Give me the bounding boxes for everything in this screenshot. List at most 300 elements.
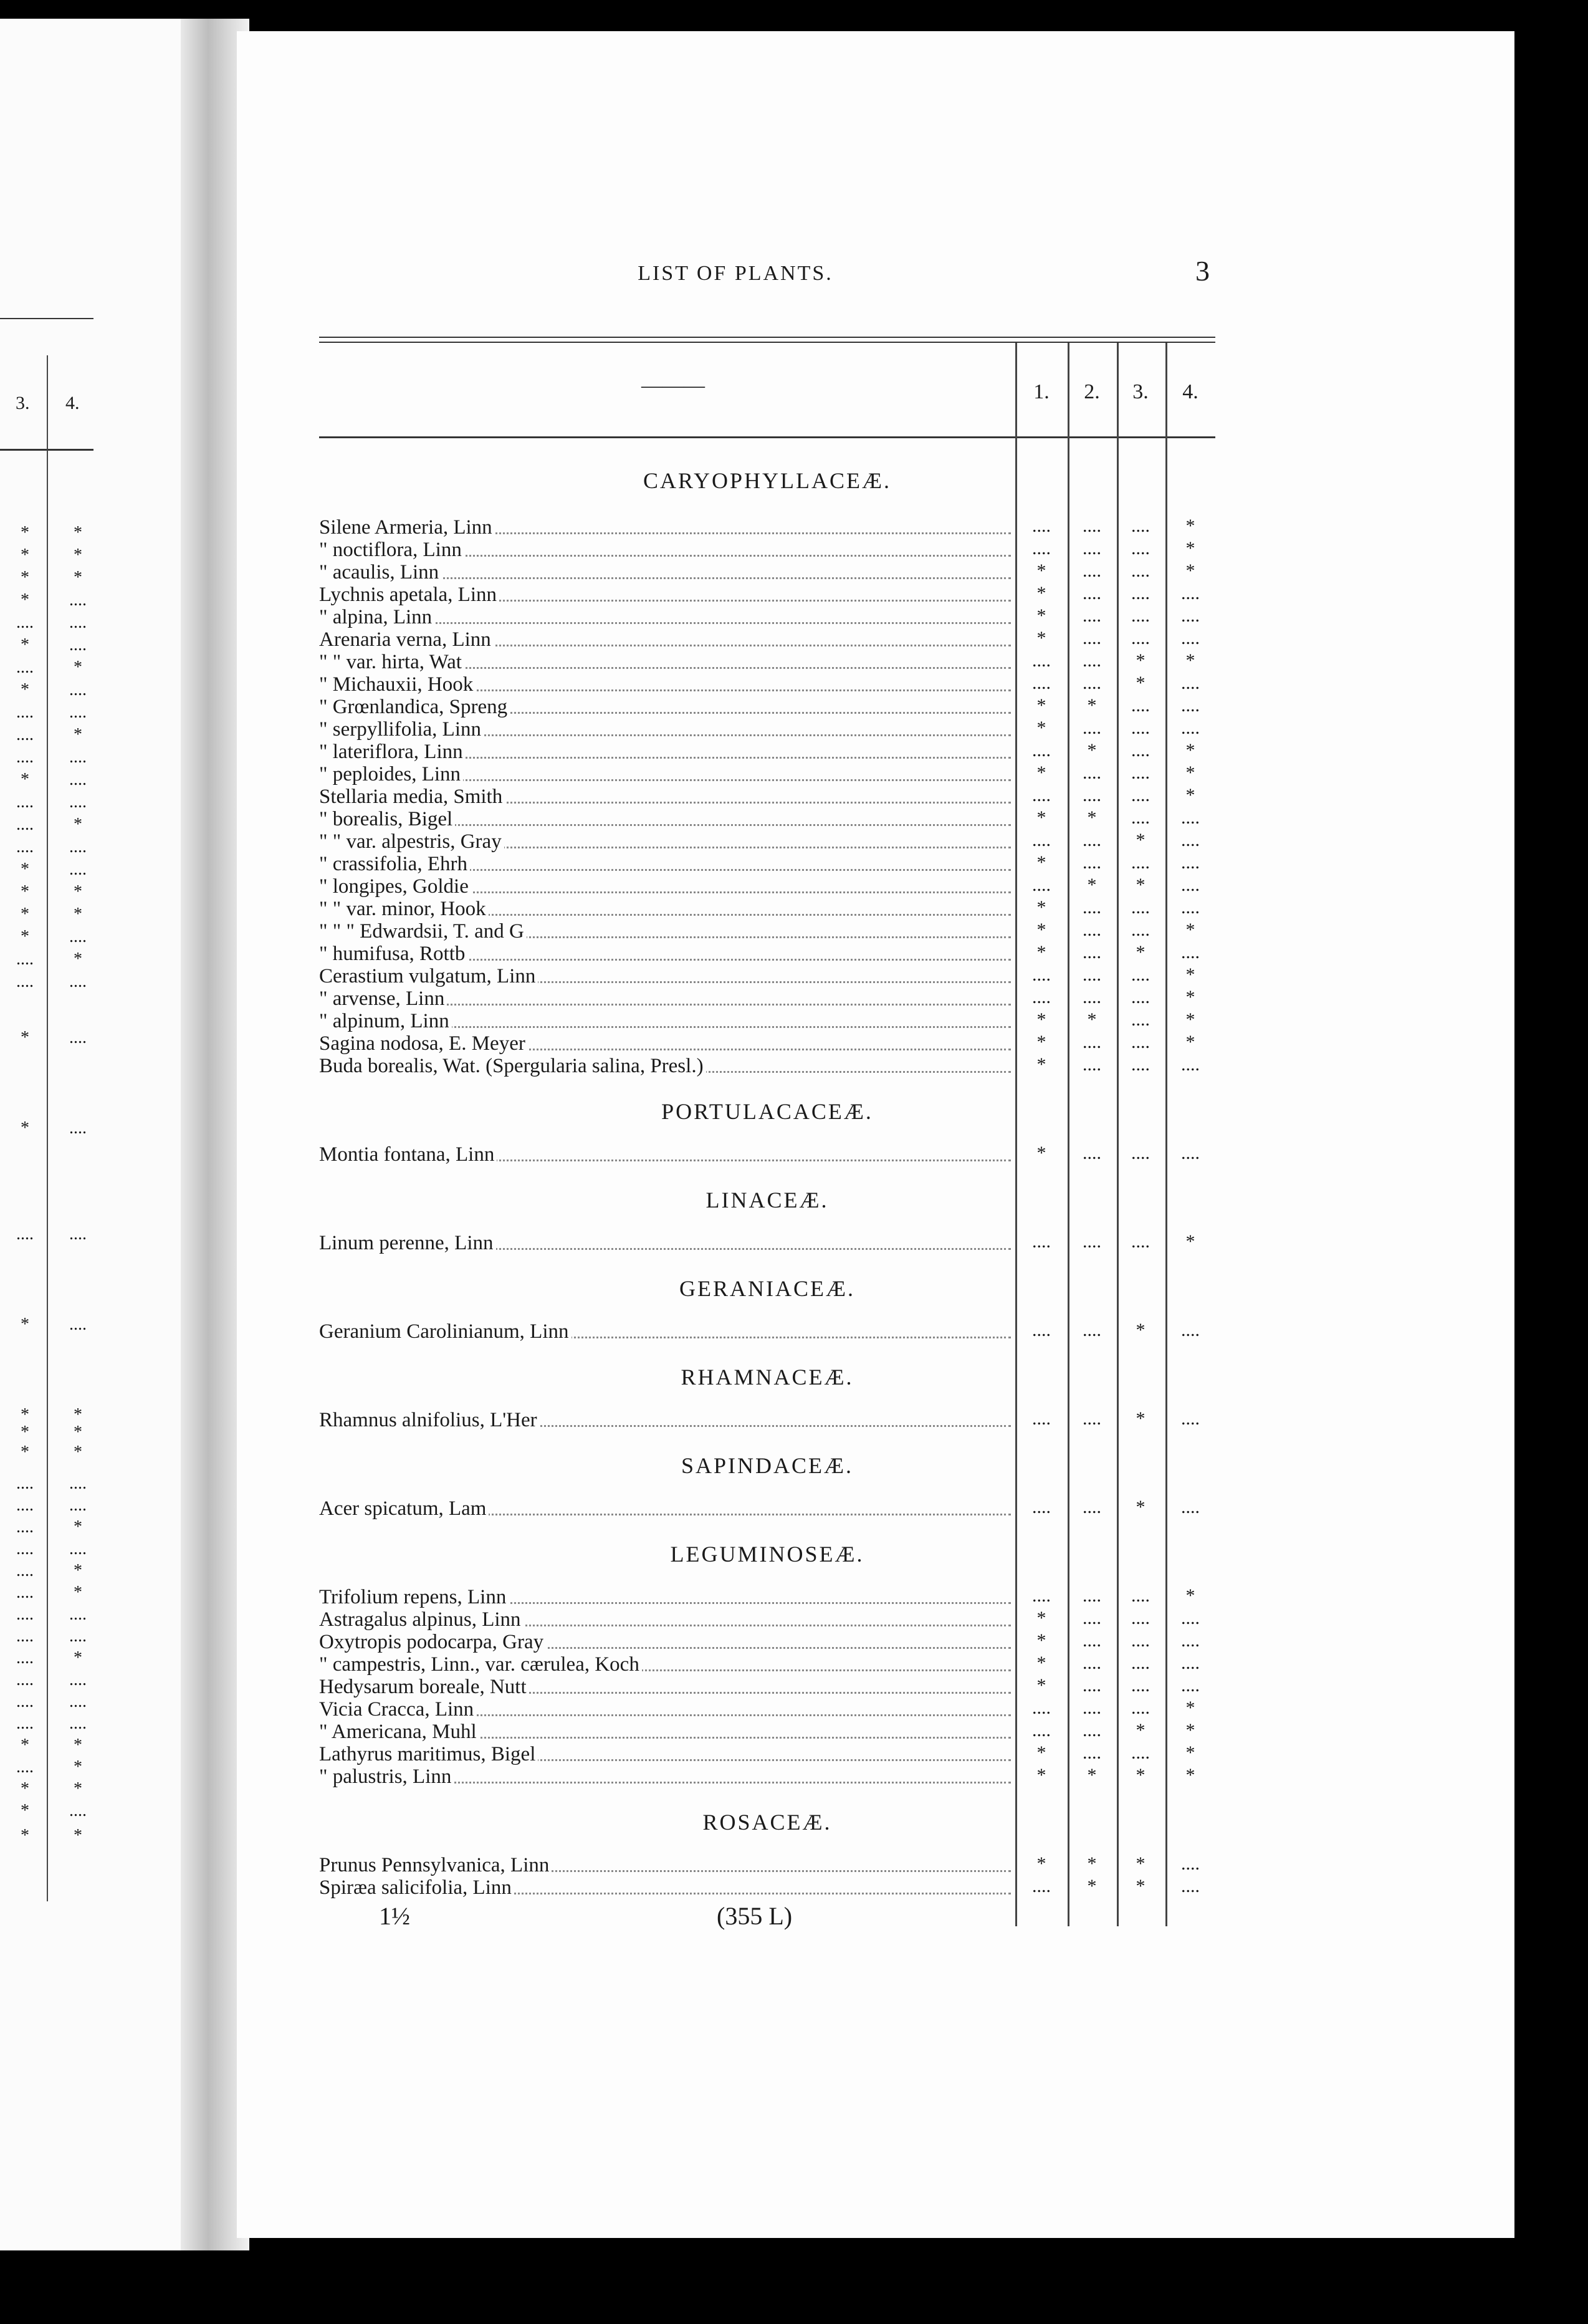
column-1-mark: *	[1036, 718, 1046, 738]
facing-column-4-mark: *	[74, 1583, 82, 1602]
facing-row	[0, 658, 100, 680]
species-name: Stellaria media, Smith	[319, 785, 505, 808]
column-2-mark: ....	[1083, 1143, 1101, 1163]
column-2-mark: ....	[1083, 942, 1101, 963]
column-1-mark: *	[1036, 1009, 1046, 1030]
column-2-mark: ....	[1083, 673, 1101, 693]
column-1-mark: ....	[1032, 1876, 1051, 1896]
column-3-mark: ....	[1131, 718, 1150, 738]
family-heading: LEGUMINOSEÆ.	[670, 1542, 864, 1567]
species-name: " borealis, Bigel	[319, 808, 455, 830]
column-4-mark: *	[1185, 650, 1195, 671]
column-4-mark: *	[1185, 560, 1195, 581]
column-1-mark: ....	[1032, 1697, 1051, 1718]
column-4-mark: *	[1185, 1231, 1195, 1252]
column-4-mark: ....	[1181, 897, 1200, 918]
facing-row	[0, 1826, 100, 1848]
facing-column-4-mark: *	[74, 905, 82, 924]
facing-column-3-mark: *	[21, 1801, 29, 1820]
species-row	[319, 898, 1215, 920]
facing-row	[0, 635, 100, 658]
facing-column-3-mark: ....	[16, 815, 34, 834]
column-1-mark: *	[1036, 1054, 1046, 1075]
species-row	[319, 1721, 1215, 1743]
facing-column-3-mark: ....	[16, 1517, 34, 1537]
facing-column-4-mark: ....	[69, 635, 87, 655]
column-3-mark: ....	[1131, 1742, 1150, 1763]
facing-column-4-mark: *	[74, 725, 82, 744]
column-3-mark: ....	[1131, 1608, 1150, 1628]
column-1-mark: *	[1036, 1653, 1046, 1673]
column-3-mark: ....	[1131, 583, 1150, 603]
page-number: 3	[1195, 255, 1210, 287]
species-name: " serpyllifolia, Linn	[319, 718, 484, 741]
column-3-mark: ....	[1131, 695, 1150, 716]
facing-column-3-mark: ....	[16, 1714, 34, 1733]
facing-column-3-mark: *	[21, 905, 29, 924]
column-4-mark: ....	[1181, 807, 1200, 828]
column-2-mark: ....	[1083, 785, 1101, 805]
facing-column-3-mark: *	[21, 770, 29, 789]
species-row	[319, 1409, 1215, 1431]
facing-row	[0, 1583, 100, 1605]
species-row	[319, 1653, 1215, 1676]
species-name: " alpinum, Linn	[319, 1010, 452, 1032]
column-4-mark: ....	[1181, 718, 1200, 738]
facing-row	[0, 1315, 100, 1337]
facing-page	[0, 19, 193, 2250]
column-1-mark: ....	[1032, 740, 1051, 761]
family-heading: GERANIACEÆ.	[679, 1276, 855, 1301]
column-4-mark: ....	[1181, 1408, 1200, 1429]
facing-row	[0, 1801, 100, 1823]
column-2-mark: ....	[1083, 628, 1101, 648]
facing-column-3-mark: ....	[16, 1670, 34, 1689]
facing-row	[0, 1474, 100, 1496]
column-1-mark: *	[1036, 1032, 1046, 1052]
column-head-4: 4.	[1182, 380, 1198, 403]
column-3-mark: ....	[1131, 987, 1150, 1007]
page	[237, 31, 1514, 2238]
column-4-mark: *	[1185, 1032, 1195, 1052]
facing-column-3-mark: ....	[16, 949, 34, 969]
column-3-mark: *	[1136, 942, 1146, 963]
facing-column-4-mark: ....	[69, 1224, 87, 1244]
column-4-mark: *	[1185, 740, 1195, 761]
column-2-mark: ....	[1083, 1742, 1101, 1763]
species-name: " lateriflora, Linn	[319, 741, 466, 763]
column-2-mark: ....	[1083, 1231, 1101, 1252]
column-3-mark: ....	[1131, 807, 1150, 828]
facing-column-4-mark: ....	[69, 860, 87, 879]
species-name: " alpina, Linn	[319, 606, 434, 628]
facing-row	[0, 770, 100, 792]
species-row	[319, 987, 1215, 1010]
facing-row	[0, 1496, 100, 1518]
column-1-mark: *	[1036, 1143, 1046, 1163]
column-1-mark: ....	[1032, 830, 1051, 850]
family-heading: SAPINDACEÆ.	[681, 1453, 854, 1478]
family-heading: CARYOPHYLLACEÆ.	[643, 468, 892, 493]
facing-column-3-mark: *	[21, 1423, 29, 1442]
column-2-mark: ....	[1083, 583, 1101, 603]
facing-col-head-4: 4.	[65, 393, 80, 413]
species-row	[319, 1232, 1215, 1254]
column-4-mark: ....	[1181, 628, 1200, 648]
column-3-mark: *	[1136, 875, 1146, 895]
species-row	[319, 539, 1215, 561]
facing-column-4-mark: *	[74, 545, 82, 565]
column-1-mark: ....	[1032, 1585, 1051, 1606]
column-2-mark: ....	[1083, 650, 1101, 671]
column-4-mark: *	[1185, 762, 1195, 783]
species-name: " humifusa, Rottb	[319, 943, 467, 965]
facing-row	[0, 568, 100, 590]
column-1-mark: ....	[1032, 516, 1051, 536]
facing-row	[0, 1757, 100, 1780]
facing-column-4-mark: *	[74, 1561, 82, 1580]
column-3-mark: ....	[1131, 560, 1150, 581]
facing-column-4-mark: ....	[69, 1714, 87, 1733]
species-row	[319, 1497, 1215, 1520]
facing-column-4-mark: ....	[69, 590, 87, 610]
facing-column-3-mark: ....	[16, 1757, 34, 1777]
column-1-mark: ....	[1032, 875, 1051, 895]
species-row	[319, 763, 1215, 785]
species-row	[319, 1676, 1215, 1698]
facing-column-3-mark: *	[21, 1118, 29, 1138]
facing-column-4-mark: ....	[69, 1315, 87, 1334]
facing-column-3-mark: *	[21, 860, 29, 879]
species-name: " palustris, Linn	[319, 1765, 454, 1788]
facing-row	[0, 905, 100, 927]
facing-column-3-mark: ....	[16, 837, 34, 857]
facing-row	[0, 1539, 100, 1562]
species-row	[319, 651, 1215, 673]
facing-column-4-mark: ....	[69, 837, 87, 857]
column-2-mark: ....	[1083, 1497, 1101, 1517]
facing-row	[0, 882, 100, 905]
column-3-mark: ....	[1131, 897, 1150, 918]
species-name: " " var. minor, Hook	[319, 898, 489, 920]
column-2-mark: ....	[1083, 964, 1101, 985]
column-2-mark: ....	[1083, 1697, 1101, 1718]
column-head-2: 2.	[1084, 380, 1100, 403]
column-2-mark: ....	[1083, 762, 1101, 783]
species-row	[319, 808, 1215, 830]
species-name: Cerastium vulgatum, Linn	[319, 965, 538, 987]
facing-column-4-mark: *	[74, 1779, 82, 1798]
species-name: " peploides, Linn	[319, 763, 463, 785]
facing-row	[0, 837, 100, 860]
running-header: LIST OF PLANTS.	[638, 262, 833, 285]
column-1-mark: ....	[1032, 538, 1051, 559]
species-name: Vicia Cracca, Linn	[319, 1698, 476, 1721]
facing-column-3-mark: ....	[16, 972, 34, 991]
facing-row	[0, 1517, 100, 1540]
facing-column-3-mark: ....	[16, 1561, 34, 1580]
column-4-mark: ....	[1181, 1876, 1200, 1896]
species-row	[319, 1143, 1215, 1166]
column-2-mark: *	[1087, 1765, 1097, 1785]
facing-column-4-mark: ....	[69, 1539, 87, 1558]
column-3-mark: ....	[1131, 538, 1150, 559]
facing-row	[0, 972, 100, 994]
column-3-mark: ....	[1131, 1054, 1150, 1075]
facing-row	[0, 792, 100, 815]
facing-row	[0, 613, 100, 635]
column-4-mark: *	[1185, 1720, 1195, 1741]
facing-column-3-mark: *	[21, 1028, 29, 1047]
facing-column-3-mark: ....	[16, 1224, 34, 1244]
facing-row	[0, 1692, 100, 1714]
column-1-mark: *	[1036, 1630, 1046, 1651]
facing-column-4-mark: *	[74, 1736, 82, 1755]
column-3-mark: ....	[1131, 1231, 1150, 1252]
facing-column-3-mark: ....	[16, 1626, 34, 1646]
species-name: Astragalus alpinus, Linn	[319, 1608, 524, 1631]
species-name: " " " Edwardsii, T. and G	[319, 920, 527, 943]
column-3-mark: ....	[1131, 762, 1150, 783]
column-1-mark: ....	[1032, 785, 1051, 805]
column-4-mark: *	[1185, 1697, 1195, 1718]
species-name: " Grœnlandica, Spreng	[319, 696, 510, 718]
facing-row	[0, 860, 100, 882]
column-4-mark: ....	[1181, 1675, 1200, 1696]
facing-column-3-mark: *	[21, 590, 29, 610]
facing-row	[0, 545, 100, 568]
column-2-mark: ....	[1083, 830, 1101, 850]
column-4-mark: *	[1185, 987, 1195, 1007]
species-name: Acer spicatum, Lam	[319, 1497, 489, 1520]
facing-column-4-mark: ....	[69, 972, 87, 991]
species-row	[319, 1765, 1215, 1788]
column-4-mark: ....	[1181, 1653, 1200, 1673]
facing-column-4-mark: *	[74, 568, 82, 587]
species-name: Lychnis apetala, Linn	[319, 583, 499, 606]
column-3-mark: *	[1136, 673, 1146, 693]
facing-row	[0, 927, 100, 949]
species-row	[319, 1743, 1215, 1765]
facing-row	[0, 747, 100, 770]
species-row	[319, 785, 1215, 808]
column-1-mark: *	[1036, 1742, 1046, 1763]
facing-column-3-mark: *	[21, 545, 29, 565]
column-4-mark: *	[1185, 1585, 1195, 1606]
species-row	[319, 1055, 1215, 1077]
facing-row	[0, 1779, 100, 1802]
species-row	[319, 516, 1215, 539]
facing-column-3-mark: *	[21, 1315, 29, 1334]
column-4-mark: *	[1185, 516, 1195, 536]
column-3-mark: ....	[1131, 1032, 1150, 1052]
column-2-mark: *	[1087, 875, 1097, 895]
species-row	[319, 1854, 1215, 1876]
column-3-mark: *	[1136, 1320, 1146, 1340]
facing-row	[0, 1561, 100, 1583]
species-name: " crassifolia, Ehrh	[319, 853, 470, 875]
column-2-mark: ....	[1083, 1585, 1101, 1606]
column-2-mark: ....	[1083, 1675, 1101, 1696]
column-3-mark: *	[1136, 1497, 1146, 1517]
facing-row	[0, 1443, 100, 1465]
facing-column-4-mark: ....	[69, 1670, 87, 1689]
column-3-mark: *	[1136, 650, 1146, 671]
column-4-mark: ....	[1181, 1497, 1200, 1517]
column-3-mark: ....	[1131, 1697, 1150, 1718]
species-name: " " var. alpestris, Gray	[319, 830, 504, 853]
column-4-mark: ....	[1181, 1630, 1200, 1651]
column-1-mark: *	[1036, 1608, 1046, 1628]
species-name: Trifolium repens, Linn	[319, 1586, 509, 1608]
facing-column-4-mark: *	[74, 658, 82, 677]
print-code: (355 L)	[717, 1902, 793, 1930]
facing-column-4-mark: ....	[69, 1028, 87, 1047]
column-1-mark: *	[1036, 628, 1046, 648]
column-4-mark: ....	[1181, 605, 1200, 626]
column-2-mark: ....	[1083, 1320, 1101, 1340]
facing-row	[0, 949, 100, 972]
column-3-mark: ....	[1131, 740, 1150, 761]
facing-row	[0, 680, 100, 703]
column-1-mark: ....	[1032, 987, 1051, 1007]
column-2-mark: ....	[1083, 560, 1101, 581]
family-heading: RHAMNACEÆ.	[681, 1365, 854, 1390]
facing-column-3-mark: *	[21, 882, 29, 901]
column-4-mark: ....	[1181, 1320, 1200, 1340]
column-1-mark: ....	[1032, 650, 1051, 671]
species-row	[319, 1586, 1215, 1608]
column-1-mark: *	[1036, 1675, 1046, 1696]
family-heading: PORTULACACEÆ.	[661, 1099, 873, 1124]
column-3-mark: *	[1136, 830, 1146, 850]
column-4-mark: ....	[1181, 942, 1200, 963]
column-2-mark: ....	[1083, 920, 1101, 940]
species-name: Oxytropis podocarpa, Gray	[319, 1631, 546, 1653]
column-1-mark: ....	[1032, 1497, 1051, 1517]
family-heading: ROSACEÆ.	[702, 1810, 832, 1835]
facing-column-4-mark: *	[74, 1648, 82, 1668]
column-1-mark: *	[1036, 583, 1046, 603]
column-4-mark: ....	[1181, 695, 1200, 716]
column-3-mark: *	[1136, 1720, 1146, 1741]
column-1-mark: ....	[1032, 673, 1051, 693]
column-3-mark: ....	[1131, 1143, 1150, 1163]
column-1-mark: *	[1036, 605, 1046, 626]
facing-column-3-mark: *	[21, 1405, 29, 1424]
facing-column-4-mark: ....	[69, 703, 87, 722]
facing-column-4-mark: *	[74, 949, 82, 969]
facing-column-3-mark: *	[21, 1443, 29, 1462]
species-name: " noctiflora, Linn	[319, 539, 464, 561]
species-row	[319, 606, 1215, 628]
column-1-mark: ....	[1032, 1408, 1051, 1429]
column-1-mark: ....	[1032, 1720, 1051, 1741]
species-name: Sagina nodosa, E. Meyer	[319, 1032, 528, 1055]
column-4-mark: ....	[1181, 875, 1200, 895]
column-2-mark: *	[1087, 740, 1097, 761]
column-head-3: 3.	[1132, 380, 1149, 403]
column-2-mark: ....	[1083, 1720, 1101, 1741]
column-4-mark: *	[1185, 920, 1195, 940]
species-name: Lathyrus maritimus, Bigel	[319, 1743, 538, 1765]
species-name: " " var. hirta, Wat	[319, 651, 464, 673]
column-1-mark: *	[1036, 942, 1046, 963]
facing-column-3-mark: ....	[16, 792, 34, 812]
species-row	[319, 561, 1215, 583]
column-4-mark: *	[1185, 1742, 1195, 1763]
facing-column-4-mark: ....	[69, 613, 87, 632]
facing-row	[0, 1605, 100, 1627]
species-row	[319, 965, 1215, 987]
facing-column-4-mark: *	[74, 1443, 82, 1462]
column-1-mark: ....	[1032, 1231, 1051, 1252]
species-row	[319, 741, 1215, 763]
facing-column-4-mark: ....	[69, 1626, 87, 1646]
facing-column-4-mark: ....	[69, 1474, 87, 1493]
column-dash: ———	[641, 374, 705, 397]
column-1-mark: *	[1036, 897, 1046, 918]
facing-column-3-mark: ....	[16, 725, 34, 744]
species-name: Spiræa salicifolia, Linn	[319, 1876, 514, 1899]
column-4-mark: ....	[1181, 1143, 1200, 1163]
facing-column-3-mark: *	[21, 568, 29, 587]
column-3-mark: ....	[1131, 1653, 1150, 1673]
species-row	[319, 920, 1215, 943]
column-3-mark: ....	[1131, 1585, 1150, 1606]
facing-column-4-mark: *	[74, 882, 82, 901]
column-head-1: 1.	[1033, 380, 1050, 403]
column-4-mark: *	[1185, 538, 1195, 559]
column-2-mark: ....	[1083, 718, 1101, 738]
species-name: Silene Armeria, Linn	[319, 516, 495, 539]
column-1-mark: *	[1036, 560, 1046, 581]
facing-column-4-mark: *	[74, 1826, 82, 1845]
column-3-mark: ....	[1131, 628, 1150, 648]
column-2-mark: *	[1087, 695, 1097, 716]
column-1-mark: *	[1036, 695, 1046, 716]
column-3-mark: ....	[1131, 964, 1150, 985]
facing-column-3-mark: *	[21, 1826, 29, 1845]
family-heading: LINACEÆ.	[706, 1188, 829, 1212]
facing-row	[0, 1028, 100, 1050]
column-3-mark: ....	[1131, 605, 1150, 626]
facing-column-4-mark: ....	[69, 770, 87, 789]
column-2-mark: ....	[1083, 605, 1101, 626]
species-name: " arvense, Linn	[319, 987, 447, 1010]
species-row	[319, 718, 1215, 741]
facing-column-3-mark: ....	[16, 703, 34, 722]
column-4-mark: ....	[1181, 583, 1200, 603]
facing-row	[0, 1714, 100, 1736]
column-2-mark: ....	[1083, 852, 1101, 873]
facing-row	[0, 1736, 100, 1758]
facing-column-4-mark: ....	[69, 1496, 87, 1515]
species-row	[319, 875, 1215, 898]
column-2-mark: ....	[1083, 516, 1101, 536]
facing-column-4-mark: ....	[69, 792, 87, 812]
column-2-mark: ....	[1083, 897, 1101, 918]
species-row	[319, 1320, 1215, 1343]
facing-column-4-mark: ....	[69, 1801, 87, 1820]
species-row	[319, 1608, 1215, 1631]
column-3-mark: ....	[1131, 920, 1150, 940]
column-2-mark: ....	[1083, 1653, 1101, 1673]
column-2-mark: ....	[1083, 1032, 1101, 1052]
column-4-mark: *	[1185, 785, 1195, 805]
facing-row	[0, 1626, 100, 1649]
column-1-mark: *	[1036, 1853, 1046, 1874]
